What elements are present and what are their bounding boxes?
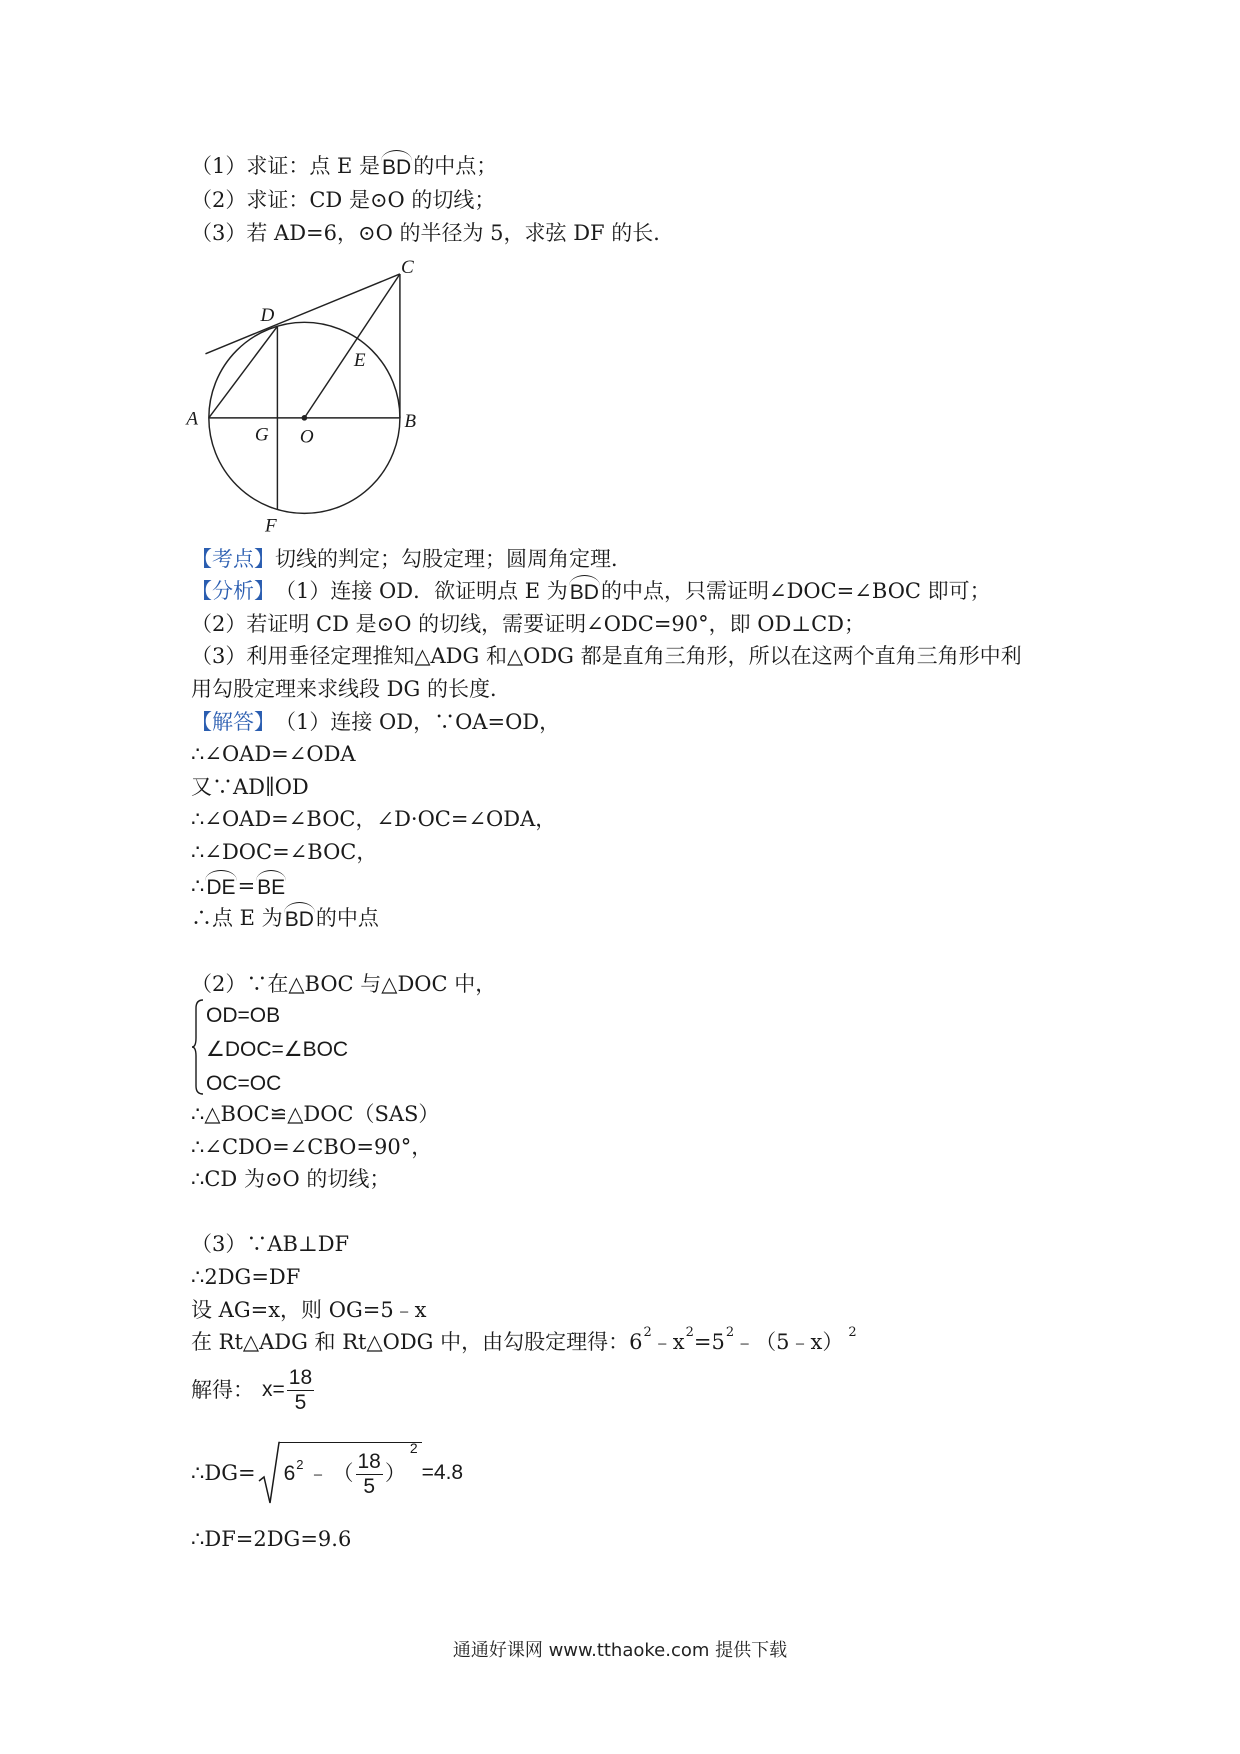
- equals-sign: =: [237, 874, 256, 898]
- jieda-p3-line-2: ∴2DG=DF: [191, 1265, 301, 1289]
- jieda-tag: 【解答】: [191, 710, 275, 734]
- exponent: 2: [296, 1457, 304, 1472]
- jieda-p1-l7-prefix: ∴点 E 为: [191, 906, 283, 930]
- segment-oc: [304, 274, 400, 418]
- system-eq-3: OC=OC: [206, 1072, 282, 1095]
- center-point-o: [302, 415, 308, 421]
- label-e: E: [353, 350, 366, 372]
- jieda-p1-line-2: ∴∠OAD=∠ODA: [191, 742, 356, 766]
- fraction-denominator: 5: [363, 1474, 376, 1498]
- jieda-p1-line-4: ∴∠OAD=∠BOC，∠D·OC=∠ODA，: [191, 807, 557, 831]
- square-root: [258, 1441, 422, 1505]
- therefore-symbol: ∴: [191, 874, 205, 898]
- question-1: [191, 150, 497, 182]
- page-footer: 通通好课网 www.tthaoke.com 提供下载: [452, 1640, 788, 1661]
- fraction-x: [287, 1366, 314, 1415]
- jieda-p2-line-4: ∴CD 为⊙O 的切线；: [191, 1167, 391, 1191]
- fenxi-line-3: （3）利用垂径定理推知△ADG 和△ODG 都是直角三角形，所以在这两个直角三角形中利: [191, 644, 1022, 668]
- eq-term: ﹣（5﹣x）: [734, 1330, 844, 1354]
- jieda-p2-line-3: ∴∠CDO=∠CBO=90°，: [191, 1135, 433, 1159]
- label-f: F: [265, 515, 277, 537]
- question-1-suffix: 的中点；: [413, 154, 498, 178]
- fenxi-line-4: 用勾股定理来求线段 DG 的长度．: [191, 677, 511, 701]
- fenxi-l1-suffix: 的中点，只需证明∠DOC=∠BOC 即可；: [600, 579, 991, 603]
- eq-term: 6: [629, 1330, 643, 1354]
- kaodian-text: 切线的判定；勾股定理；圆周角定理．: [275, 547, 632, 571]
- label-d: D: [260, 305, 275, 327]
- label-o: O: [299, 426, 314, 448]
- exponent: 2: [848, 1325, 857, 1340]
- solve-text: 解得：: [191, 1378, 254, 1402]
- solve-lhs: x=: [262, 1378, 285, 1401]
- jieda-p3-line-3: 设 AG=x，则 OG=5﹣x: [191, 1298, 427, 1322]
- radical-sign-icon: [258, 1441, 280, 1505]
- arc-be: BE: [257, 875, 286, 899]
- kaodian-tag: 【考点】: [191, 547, 275, 571]
- segment-ad: [209, 326, 278, 418]
- exponent: 2: [409, 1440, 418, 1456]
- jieda-p3-line-5: [191, 1362, 316, 1418]
- fraction: [356, 1450, 383, 1499]
- label-a: A: [186, 408, 199, 430]
- fenxi-tag: 【分析】: [191, 579, 275, 603]
- question-3: （3）若 AD=6，⊙O 的半径为 5，求弦 DF 的长．: [191, 221, 675, 245]
- arc-bd: BD: [569, 580, 599, 604]
- jieda-p1-line-6: [191, 870, 287, 902]
- jieda-line-1: [191, 706, 560, 738]
- arc-de: DE: [206, 875, 236, 899]
- jieda-p1-line-5: ∴∠DOC=∠BOC，: [191, 840, 378, 864]
- fraction-numerator: 18: [288, 1365, 313, 1389]
- jieda-p1-line-7: [191, 902, 379, 934]
- exponent: 2: [685, 1325, 694, 1340]
- fenxi-l1-prefix: （1）连接 OD．欲证明点 E 为: [275, 579, 568, 603]
- jieda-p3-line-6: [191, 1440, 463, 1506]
- jieda-p1-l1: （1）连接 OD，∵OA=OD，: [275, 710, 561, 734]
- arc-bd: BD: [382, 155, 412, 179]
- label-g: G: [254, 424, 269, 446]
- jieda-p2-line-1: （2）∵在△BOC 与△DOC 中，: [191, 972, 497, 996]
- jieda-p2-line-2: ∴△BOC≌△DOC（SAS）: [191, 1102, 440, 1126]
- exponent: 2: [725, 1325, 735, 1340]
- jieda-p3-line-4: [191, 1326, 857, 1358]
- jieda-p3-line-1: （3）∵AB⊥DF: [191, 1232, 350, 1256]
- left-paren: （: [332, 1462, 354, 1485]
- jieda-p1-l7-suffix: 的中点: [315, 906, 379, 930]
- geometry-figure: [185, 256, 435, 546]
- jieda-p3-line-7: ∴DF=2DG=9.6: [191, 1527, 352, 1551]
- fenxi-line-1: [191, 575, 991, 607]
- label-b: B: [404, 410, 417, 432]
- dg-lhs: ∴DG=: [191, 1461, 256, 1485]
- fraction-numerator: 18: [357, 1449, 381, 1473]
- fenxi-line-2: （2）若证明 CD 是⊙O 的切线，需要证明∠ODC=90°，即 OD⊥CD；: [191, 612, 866, 636]
- system-eq-1: OD=OB: [206, 1004, 281, 1027]
- fraction-denominator: 5: [294, 1390, 307, 1414]
- eq-term: =5: [693, 1330, 725, 1354]
- radicand-base: 6: [283, 1462, 296, 1485]
- question-1-prefix: （1）求证：点 E 是: [191, 154, 381, 178]
- tangent-line-cd: [205, 274, 399, 354]
- minus-sign: ﹣: [307, 1462, 329, 1485]
- question-2: （2）求证：CD 是⊙O 的切线；: [191, 188, 496, 212]
- kaodian-line: [191, 543, 632, 575]
- pythagoras-text: 在 Rt△ADG 和 Rt△ODG 中，由勾股定理得：: [191, 1330, 630, 1354]
- system-eq-2: ∠DOC=∠BOC: [206, 1038, 349, 1061]
- exponent: 2: [643, 1325, 652, 1340]
- dg-result: =4.8: [421, 1461, 464, 1484]
- system-brace: [191, 998, 205, 1096]
- label-c: C: [401, 256, 414, 278]
- jieda-p1-line-3: 又∵AD∥OD: [191, 775, 309, 799]
- radicand: [280, 1442, 422, 1505]
- arc-bd: BD: [284, 907, 314, 931]
- eq-term: ﹣x: [651, 1330, 685, 1354]
- right-paren: ）: [384, 1462, 406, 1485]
